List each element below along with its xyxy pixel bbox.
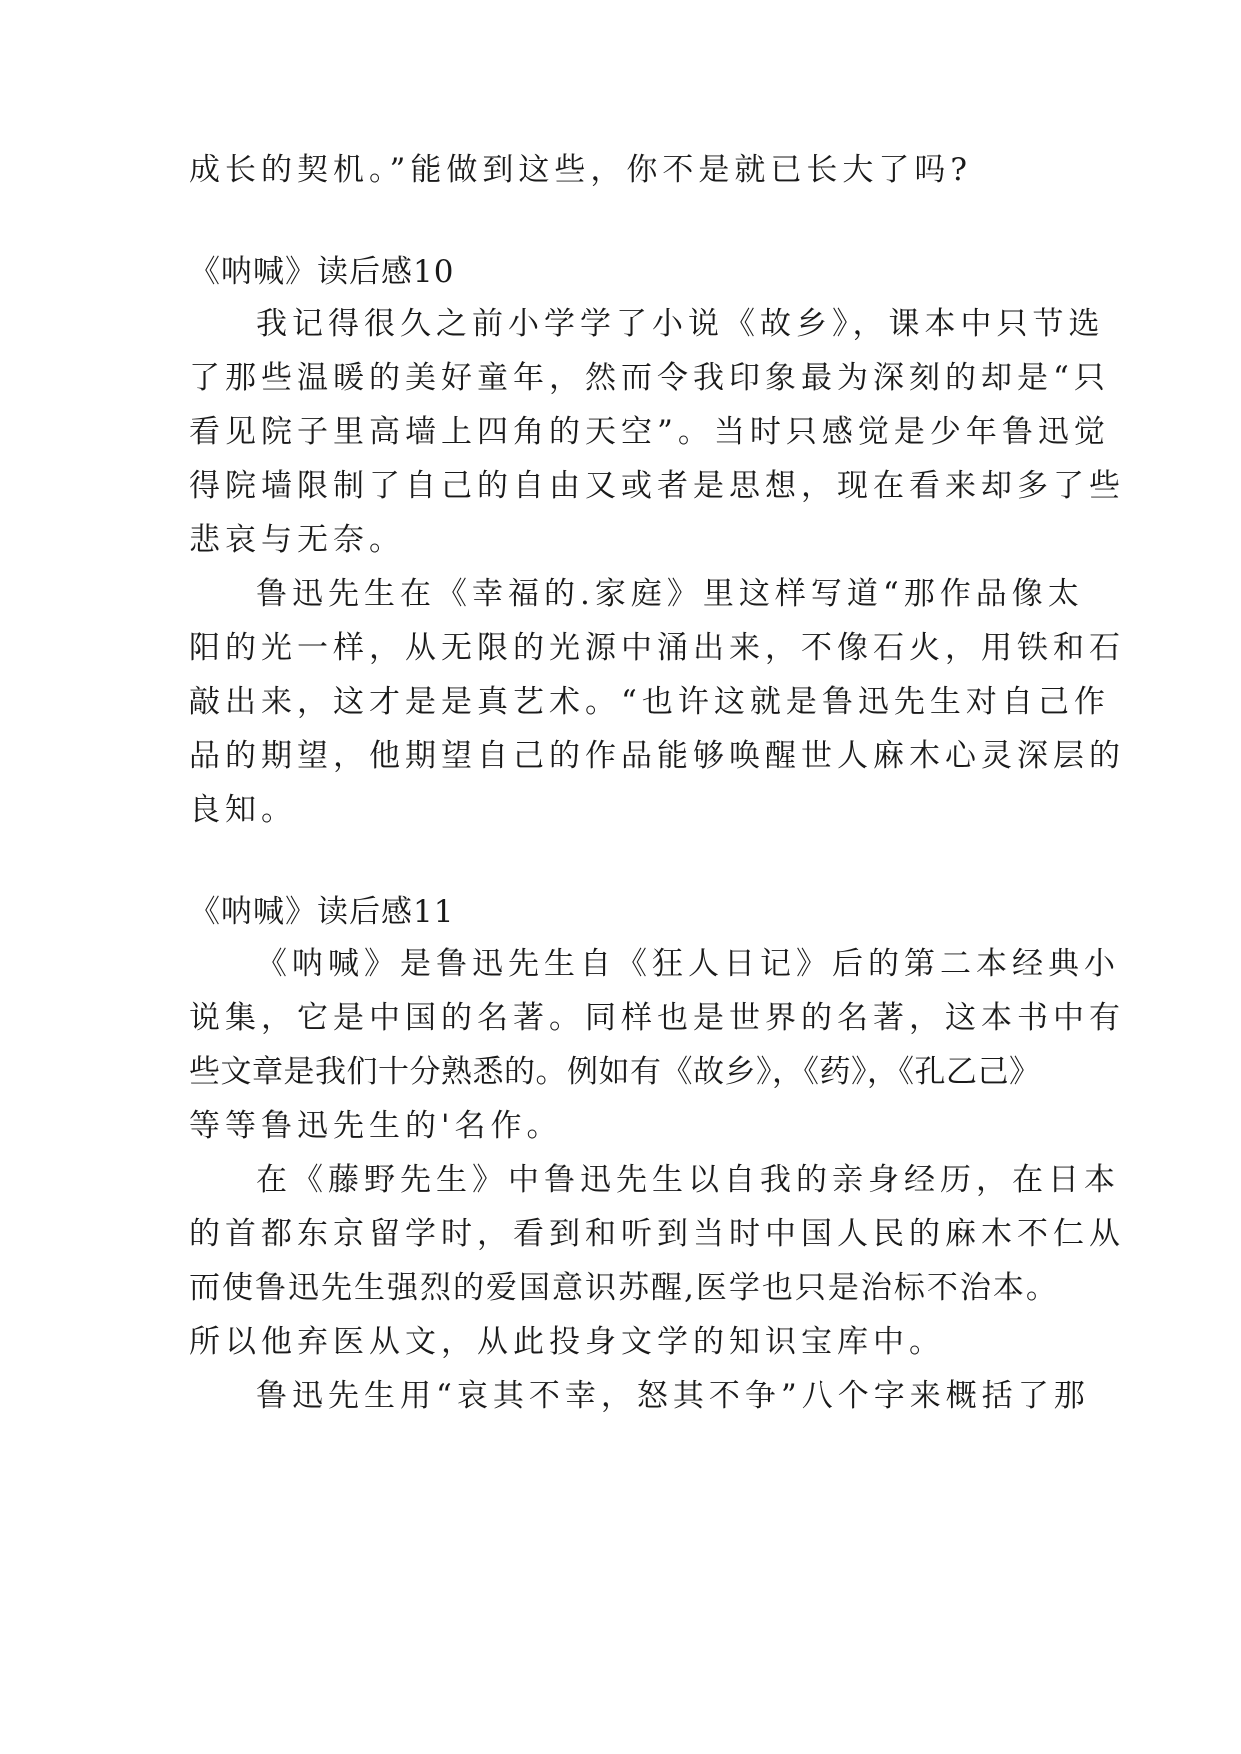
paragraph-line: 悲哀与无奈。 [189,522,405,558]
paragraph-line: 在《藤野先生》中鲁迅先生以自我的亲身经历，在日本 [256,1162,1120,1198]
paragraph-line: 成长的契机。”能做到这些，你不是就已长大了吗? [189,152,972,188]
paragraph-line: 鲁迅先生在《幸福的.家庭》里这样写道“那作品像太 [256,576,1084,612]
paragraph-line: 品的期望，他期望自己的作品能够唤醒世人麻木心灵深层的 [189,738,1125,774]
paragraph-line: 说集，它是中国的名著。同样也是世界的名著，这本书中有 [189,1000,1125,1036]
paragraph-line: 而使鲁迅先生强烈的爱国意识苏醒,医学也只是治标不治本。 [189,1270,1059,1306]
paragraph-line: 所以他弃医从文，从此投身文学的知识宝库中。 [189,1324,945,1360]
paragraph-line: 良知。 [189,792,297,828]
section-heading: 《呐喊》读后感11 [189,894,455,930]
paragraph-line: 些文章是我们十分熟悉的。例如有《故乡》，《药》，《孔乙己》 [189,1054,1041,1090]
paragraph-line: 敲出来，这才是是真艺术。“也许这就是鲁迅先生对自己作 [189,684,1110,720]
paragraph-line: 看见院子里高墙上四角的天空”。当时只感觉是少年鲁迅觉 [189,414,1110,450]
paragraph-line: 鲁迅先生用“哀其不幸，怒其不争”八个字来概括了那 [256,1378,1090,1414]
section-heading: 《呐喊》读后感10 [189,254,455,290]
paragraph-line: 了那些温暖的美好童年，然而令我印象最为深刻的却是“只 [189,360,1110,396]
paragraph-line: 的首都东京留学时，看到和听到当时中国人民的麻木不仁从 [189,1216,1125,1252]
paragraph-line: 得院墙限制了自己的自由又或者是思想，现在看来却多了些 [189,468,1125,504]
paragraph-line: 阳的光一样，从无限的光源中涌出来，不像石火，用铁和石 [189,630,1125,666]
paragraph-line: 《呐喊》是鲁迅先生自《狂人日记》后的第二本经典小 [256,946,1120,982]
paragraph-line: 等等鲁迅先生的'名作。 [189,1108,563,1144]
paragraph-line: 我记得很久之前小学学了小说《故乡》，课本中只节选 [256,306,1105,342]
